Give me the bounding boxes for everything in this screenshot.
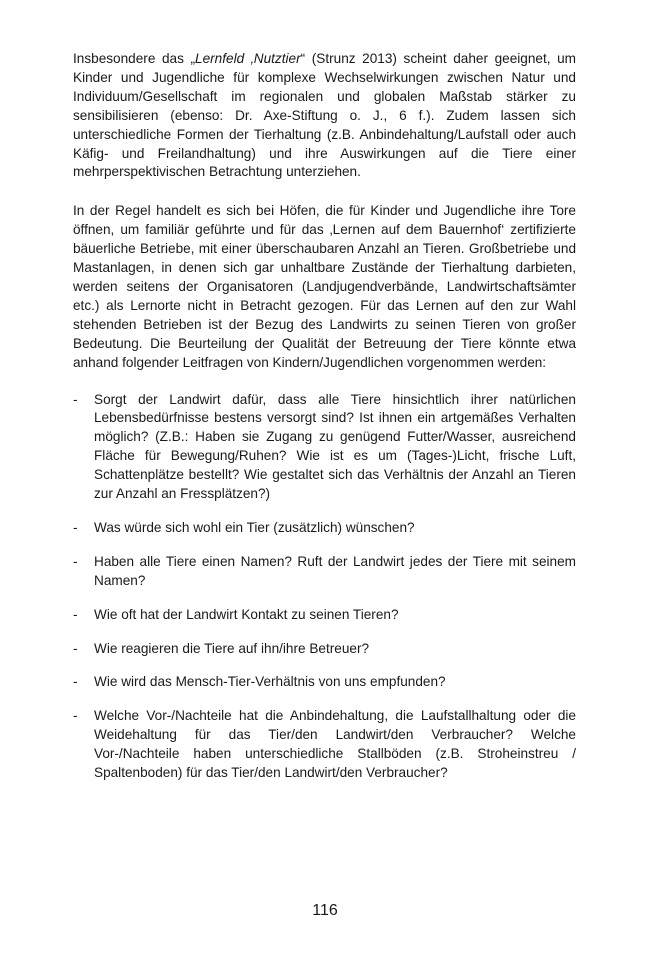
list-item: [73, 553, 576, 591]
list-dash-marker: -: [73, 708, 78, 724]
list-dash-marker: -: [73, 640, 78, 656]
list-item: [73, 707, 576, 783]
list-dash-marker: -: [73, 553, 78, 569]
paragraph-1-italic-term: Lernfeld ‚Nutztier: [195, 51, 301, 66]
list-item: [73, 606, 576, 625]
list-item: [73, 391, 576, 504]
question-text: Wie wird das Mensch-Tier-Verhältnis von uns empfunden?: [94, 674, 446, 690]
list-item: [73, 640, 576, 659]
list-dash-marker: -: [73, 674, 78, 690]
list-dash-marker: -: [73, 606, 78, 622]
question-text: Haben alle Tiere einen Namen? Ruft der Landwirt jedes der Tiere mit seinem Namen?: [94, 553, 576, 588]
question-text: Wie oft hat der Landwirt Kontakt zu seinen Tieren?: [94, 606, 399, 622]
question-text: Sorgt der Landwirt dafür, dass alle Tiere hinsichtlich ihrer natürlichen Lebensbedürfnisse bestens versorgt sind? Ist ihnen ein artgemäßes Verhalten möglich? (Z.B.: Haben sie Zugang zu genügend Futter/Wasser, ausreichend Fläche für Bewegung/Ruhen? Wie ist es um (Tages-)Licht, frische Luft, Schattenplätze bestellt? Wie gestaltet sich das Verhältnis der Anzahl an Tieren zur Anzahl an Fressplätzen?): [94, 391, 576, 502]
guiding-questions-list: [73, 391, 576, 784]
list-dash-marker: -: [73, 519, 78, 535]
page-body: [73, 50, 576, 798]
paragraph-lernorte: In der Regel handelt es sich bei Höfen, die für Kinder und Jugendliche ihre Tore öffnen, um familiär geführte und für das ‚Lernen auf dem Bauernhof‘ zertifizierte bäuerliche Betriebe, mit einer überschaubaren Anzahl an Tieren. Großbetriebe und Mastanlagen, in denen sich gar unhaltbare Zustände der Tierhaltung darbieten, werden seitens der Organisatoren (Landjugendverbände, Landwirtschaftsämter etc.) als Lernorte nicht in Betracht gezogen. Für das Lernen auf den zur Wahl stehenden Betrieben ist der Bezug des Landwirts zu seinen Tieren von großer Bedeutung. Die Beurteilung der Qualität der Betreuung der Tiere könnte etwa anhand folgender Leitfragen von Kindern/Jugendlichen vorgenommen werden:: [73, 203, 576, 370]
list-dash-marker: -: [73, 391, 78, 407]
paragraph-1-suffix: “ (Strunz 2013) scheint daher geeignet, um Kinder und Jugendliche für komplexe Wechselwirkungen zwischen Natur und Individuum/Gesellschaft im regionalen und globalen Maßstab stärker zu sensibilisieren (ebenso: Dr. Axe-Stiftung o. J., 6 f.). Zudem lassen sich unterschiedliche Formen der Tierhaltung (z.B. Anbindehaltung/Laufstall oder auch Käfig- und Freilandhaltung) und ihre Auswirkungen auf die Tiere einer mehrperspektivischen Betrachtung unterziehen.: [73, 51, 576, 180]
paragraph-1-prefix: Insbesondere das „: [73, 51, 196, 66]
page-number: 116: [312, 902, 338, 919]
list-item: [73, 673, 576, 692]
paragraph-lernfeld-nutztier: [73, 50, 576, 182]
question-text: Welche Vor-/Nachteile hat die Anbindehaltung, die Laufstallhaltung oder die Weidehaltung für das Tier/den Landwirt/den Verbraucher? Welche Vor-/Nachteile haben unterschiedliche Stallböden (z.B. Stroheinstreu / Spaltenboden) für das Tier/den Landwirt/den Verbraucher?: [94, 708, 576, 781]
question-text: Wie reagieren die Tiere auf ihn/ihre Betreuer?: [94, 640, 370, 656]
question-text: Was würde sich wohl ein Tier (zusätzlich) wünschen?: [94, 519, 415, 535]
list-item: [73, 519, 576, 538]
